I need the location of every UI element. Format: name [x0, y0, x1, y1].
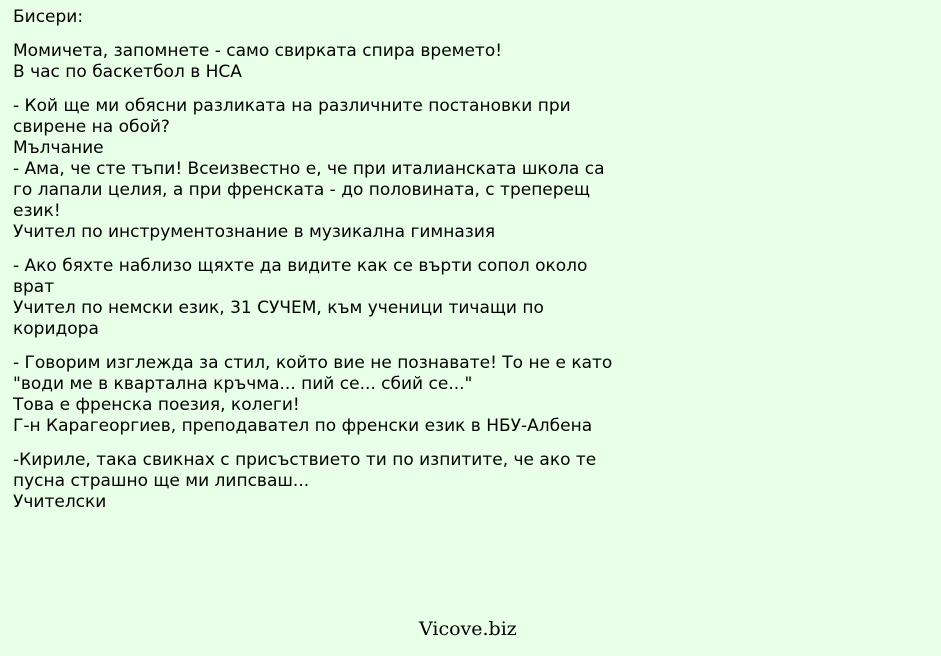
quote-attribution: Учителски: [13, 492, 107, 512]
joke-page: [13, 7, 913, 526]
quote-line: свирене на обой?: [13, 117, 170, 137]
quote-5: [13, 450, 913, 513]
quote-line: - Говорим изглежда за стил, който вие не познавате! То не е като: [13, 353, 613, 373]
quote-line: - Кой ще ми обясни разликата на различните постановки при: [13, 96, 571, 116]
quote-4: [13, 353, 913, 437]
quote-2: [13, 96, 913, 243]
page-title: Бисери:: [13, 7, 84, 27]
quote-attribution: Учител по немски език, 31 СУЧЕМ, към ученици тичащи по: [13, 298, 544, 318]
quote-attribution: коридора: [13, 319, 99, 339]
quote-3: [13, 256, 913, 340]
quote-1: [13, 41, 913, 83]
quote-attribution: Учител по инструментознание в музикална гимназия: [13, 222, 496, 242]
quote-line: го лапали целия, а при френската - до половината, с треперещ: [13, 180, 591, 200]
quote-line: език!: [13, 201, 61, 221]
quote-attribution: В час по баскетбол в НСА: [13, 62, 242, 82]
quote-line: "води ме в квартална кръчма... пий се... сбий се...": [13, 374, 473, 394]
quote-line: Момичета, запомнете - само свирката спира времето!: [13, 41, 503, 61]
quote-line: -Кириле, така свикнах с присъствието ти по изпитите, че ако те: [13, 450, 597, 470]
quote-line: - Ама, че сте тъпи! Всеизвестно е, че при италианската школа са: [13, 159, 605, 179]
quote-line: - Ако бяхте наблизо щяхте да видите как се върти сопол около: [13, 256, 588, 276]
quote-line: Това е френска поезия, колеги!: [13, 395, 300, 415]
quote-line: пусна страшно ще ми липсваш...: [13, 471, 310, 491]
site-watermark: Vicove.biz: [419, 618, 517, 640]
quote-line: Мълчание: [13, 138, 104, 158]
quote-attribution: Г-н Карагеоргиев, преподавател по френски език в НБУ-Албена: [13, 416, 593, 436]
quote-line: врат: [13, 277, 55, 297]
